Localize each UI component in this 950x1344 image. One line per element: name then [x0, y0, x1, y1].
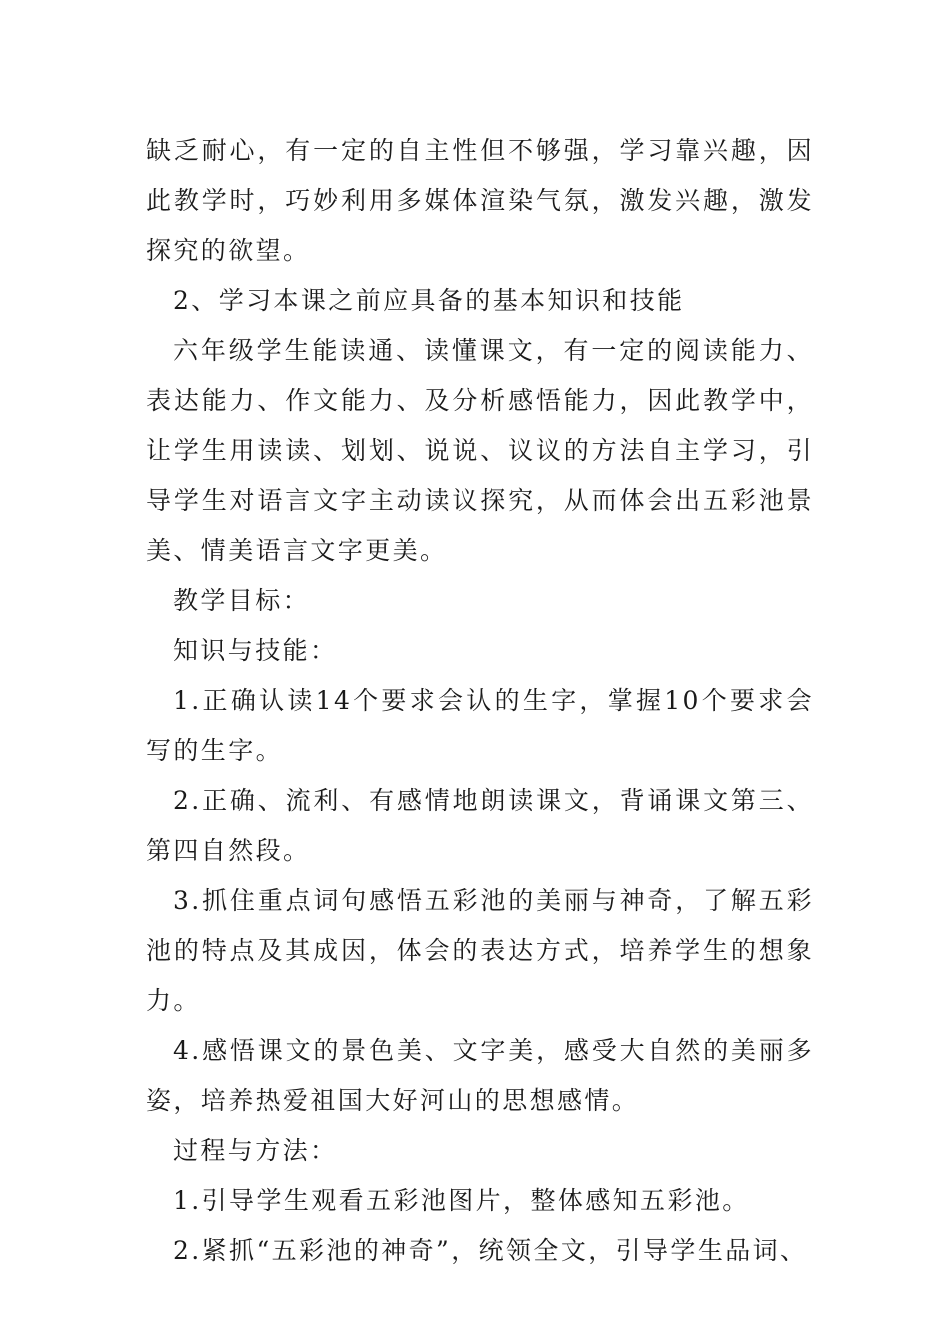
paragraph-3: 六年级学生能读通、读懂课文，有一定的阅读能力、表达能力、作文能力、及分析感悟能力，因此教学中，让学生用读读、划划、说说、议议的方法自主学习，引导学生对语言文字主动读议探究，从而体会出五彩池景美、情美语言文字更美。 — [146, 336, 814, 565]
document-body — [146, 126, 814, 1276]
paragraph-10: 过程与方法： — [173, 1136, 338, 1165]
paragraph-12: 2.紧抓“五彩池的神奇”，统领全文，引导学生品词、 — [173, 1236, 808, 1265]
paragraph-2: 2、学习本课之前应具备的基本知识和技能 — [173, 286, 685, 315]
paragraph-8: 3.抓住重点词句感悟五彩池的美丽与神奇，了解五彩池的特点及其成因，体会的表达方式，培养学生的想象力。 — [146, 886, 814, 1015]
paragraph-7: 2.正确、流利、有感情地朗读课文，背诵课文第三、第四自然段。 — [146, 786, 814, 865]
paragraph-9: 4.感悟课文的景色美、文字美，感受大自然的美丽多姿，培养热爱祖国大好河山的思想感情。 — [146, 1036, 814, 1115]
paragraph-1: 缺乏耐心，有一定的自主性但不够强，学习靠兴趣，因此教学时，巧妙利用多媒体渲染气氛，激发兴趣，激发探究的欲望。 — [146, 136, 814, 265]
paragraph-5: 知识与技能： — [173, 636, 338, 665]
paragraph-11: 1.引导学生观看五彩池图片，整体感知五彩池。 — [173, 1186, 750, 1215]
paragraph-6: 1.正确认读14个要求会认的生字，掌握10个要求会写的生字。 — [146, 686, 814, 765]
paragraph-4: 教学目标： — [173, 586, 311, 615]
